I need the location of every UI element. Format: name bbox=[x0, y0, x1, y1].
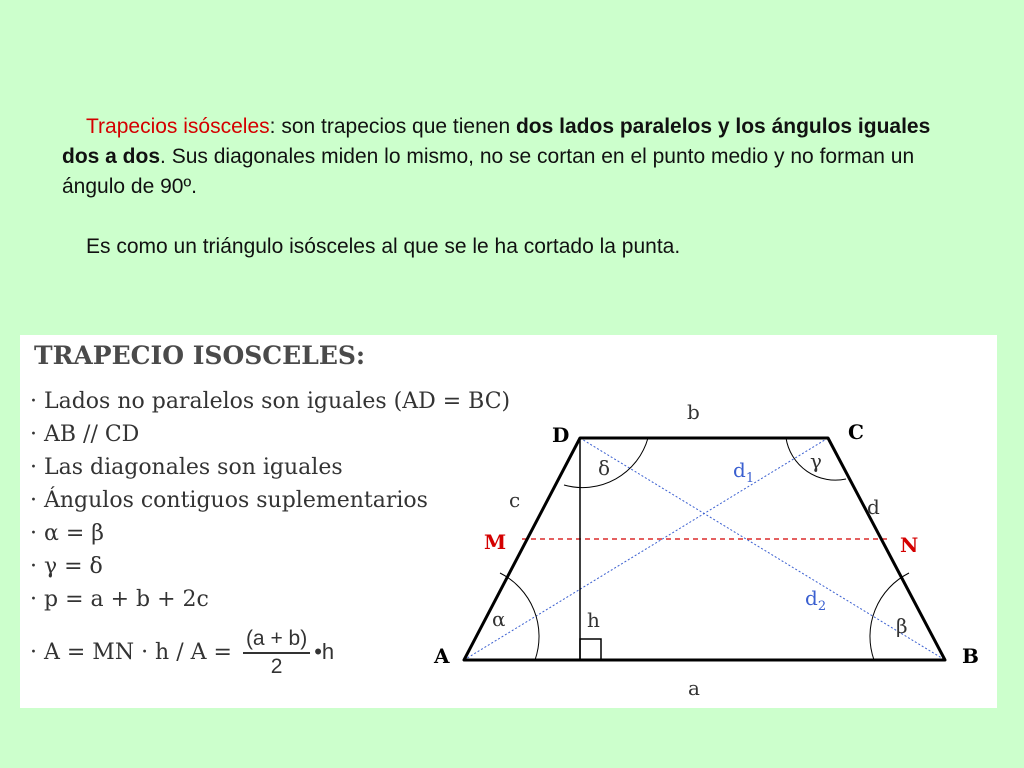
diagonal-d1-letter: d bbox=[733, 458, 746, 482]
side-b-label: b bbox=[687, 400, 700, 424]
property-item: · Ángulos contiguos suplementarios bbox=[30, 488, 428, 513]
area-formula-lead: · A = MN · h / A = bbox=[30, 640, 239, 665]
fraction-numerator: (a + b) bbox=[243, 626, 310, 654]
trapecio-figure bbox=[20, 335, 997, 708]
vertex-d-label: D bbox=[552, 423, 570, 447]
fraction-denominator: 2 bbox=[270, 655, 283, 678]
angle-alpha-arc bbox=[500, 573, 539, 660]
analogy-paragraph: Es como un triángulo isósceles al que se le ha cortado la punta. bbox=[86, 235, 681, 258]
side-c-label: c bbox=[509, 488, 521, 512]
diagonal-d1 bbox=[464, 438, 828, 660]
property-item: · Lados no paralelos son iguales (AD = BC) bbox=[30, 389, 511, 414]
trapezoid-diagram bbox=[20, 335, 997, 708]
vertex-b-label: B bbox=[962, 644, 979, 668]
definition-part2: . Sus diagonales miden lo mismo, no se cortan en el punto medio y no forman un ángulo de 90º. bbox=[62, 145, 915, 198]
angle-beta-label: β bbox=[896, 614, 908, 638]
intro-text bbox=[62, 112, 962, 262]
side-d-label: d bbox=[867, 495, 880, 519]
diagonal-d1-subscript: 1 bbox=[745, 471, 755, 486]
diagonal-d1-label bbox=[733, 458, 754, 486]
diagonal-d2-label bbox=[805, 586, 826, 614]
property-item: · p = a + b + 2c bbox=[30, 587, 209, 612]
height-h-label: h bbox=[587, 608, 600, 632]
diagonal-d2 bbox=[580, 438, 945, 660]
right-angle-mark bbox=[580, 639, 601, 660]
term-trapecios-isosceles: Trapecios isósceles bbox=[86, 115, 270, 138]
angle-alpha-label: α bbox=[492, 607, 506, 631]
definition-paragraph bbox=[62, 112, 962, 202]
figure-title: TRAPECIO ISOSCELES: bbox=[34, 341, 366, 370]
property-item: · Las diagonales son iguales bbox=[30, 455, 343, 480]
vertex-a-label: A bbox=[434, 644, 450, 668]
diagonal-d2-subscript: 2 bbox=[817, 599, 827, 614]
diagonal-d2-letter: d bbox=[805, 586, 818, 610]
area-formula-tail: •h bbox=[314, 639, 335, 664]
angle-delta-label: δ bbox=[598, 456, 611, 480]
vertex-c-label: C bbox=[848, 420, 864, 444]
angle-gamma-label: γ bbox=[810, 449, 822, 473]
definition-bold: dos lados paralelos y los ángulos iguales dos a dos bbox=[62, 115, 931, 168]
property-item: · AB // CD bbox=[30, 422, 140, 447]
midpoint-n-label: N bbox=[900, 533, 919, 557]
property-item: · γ = δ bbox=[30, 554, 103, 579]
property-item: · α = β bbox=[30, 521, 104, 546]
midpoint-m-label: M bbox=[484, 530, 507, 554]
trapezoid-shape bbox=[464, 438, 945, 660]
definition-part1: son trapecios que tienen bbox=[275, 115, 516, 138]
side-a-label: a bbox=[688, 676, 700, 700]
term-colon: : bbox=[269, 115, 276, 138]
